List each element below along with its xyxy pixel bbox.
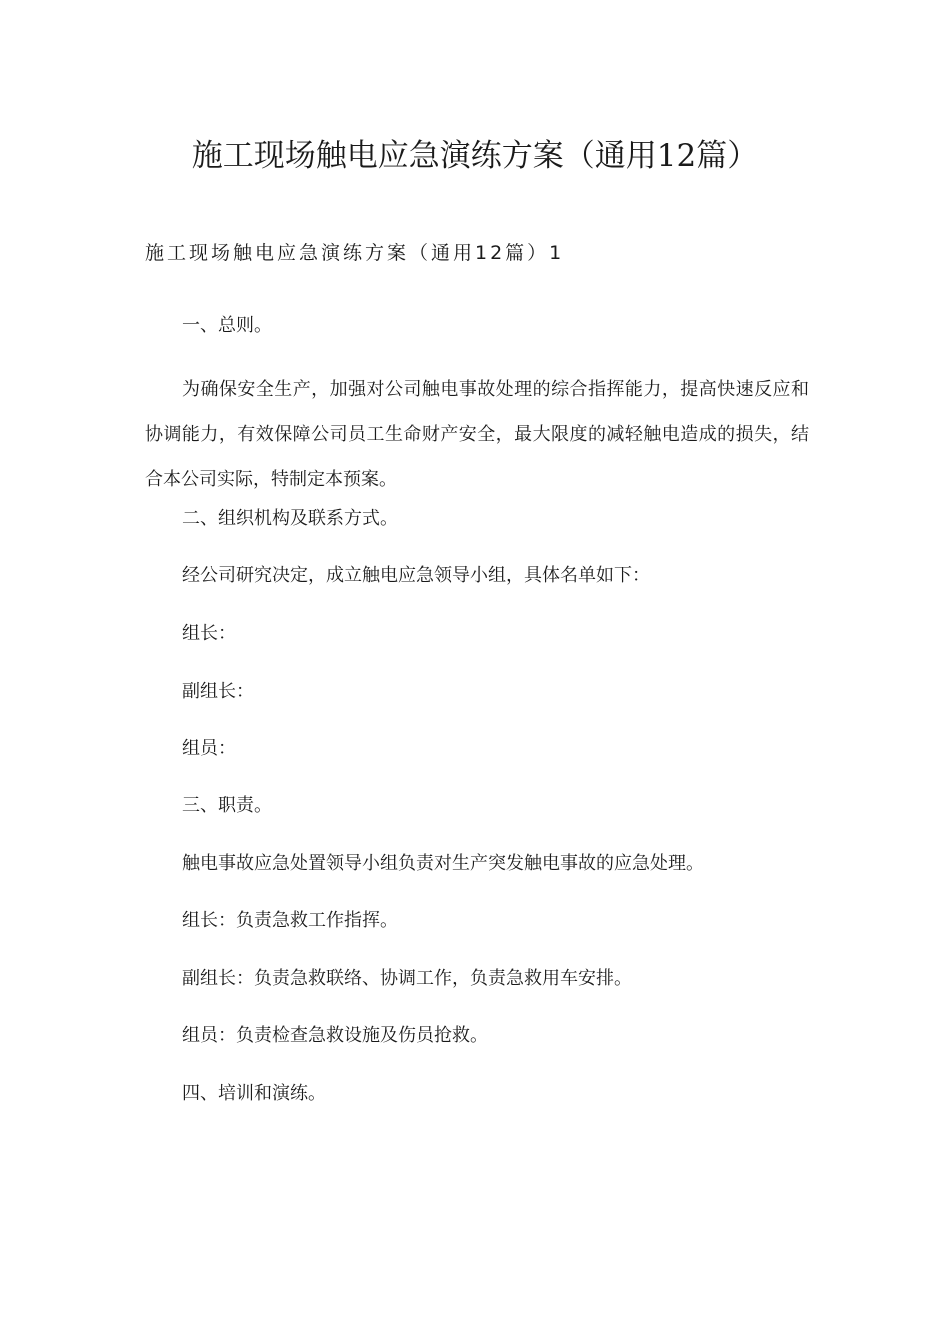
paragraph-duties-members: 组员：负责检查急救设施及伤员抢救。 [182,1025,488,1046]
paragraph-duties: 三、职责。 [182,795,272,816]
paragraph-duties-leader: 组长：负责急救工作指挥。 [182,910,398,931]
paragraph-deputy-leader: 副组长： [182,681,254,702]
paragraph-training: 四、培训和演练。 [182,1083,326,1104]
paragraph-duties-group: 触电事故应急处置领导小组负责对生产突发触电事故的应急处理。 [182,853,704,874]
section-heading: 施工现场触电应急演练方案（通用12篇）1 [145,242,565,264]
paragraph-organization: 二、组织机构及联系方式。 [182,508,398,529]
paragraph-leadership-group: 经公司研究决定，成立触电应急领导小组，具体名单如下： [182,565,650,586]
paragraph-leader: 组长： [182,623,236,644]
paragraph-duties-deputy: 副组长：负责急救联络、协调工作，负责急救用车安排。 [182,968,632,989]
paragraph-purpose: 为确保安全生产，加强对公司触电事故处理的综合指挥能力，提高快速反应和协调能力，有效保障公司员工生命财产安全，最大限度的减轻触电造成的损失，结合本公司实际，特制定本预案。 [145,379,809,490]
document-title: 施工现场触电应急演练方案（通用12篇） [191,138,759,174]
paragraph-general-principles: 一、总则。 [182,315,272,336]
paragraph-members: 组员： [182,738,236,759]
